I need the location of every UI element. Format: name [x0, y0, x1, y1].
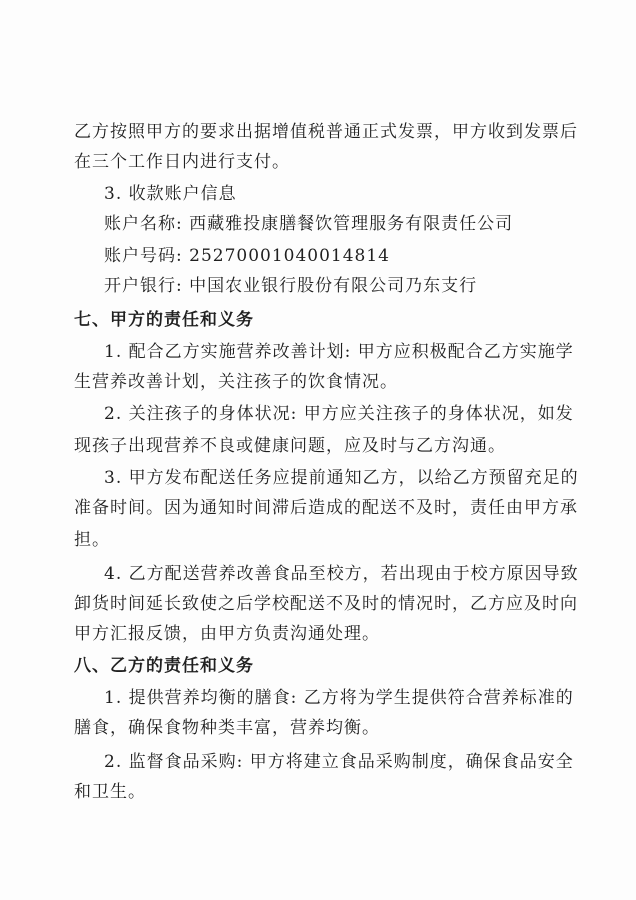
- account-section-title: 3. 收款账户信息: [104, 184, 237, 204]
- account-name: 账户名称: 西藏雅投康膳餐饮管理服务有限责任公司: [104, 214, 514, 234]
- section-7-item-3-line-1: 3. 甲方发布配送任务应提前通知乙方，以给乙方预留充足的: [104, 468, 579, 488]
- section-7-item-4-line-1: 4. 乙方配送营养改善食品至校方，若出现由于校方原因导致: [104, 564, 579, 584]
- section-7-item-1-line-2: 生营养改善计划，关注孩子的饮食情况。: [74, 372, 398, 392]
- section-8-item-1-line-2: 膳食，确保食物种类丰富，营养均衡。: [74, 718, 380, 738]
- section-7-item-2-line-2: 现孩子出现营养不良或健康问题，应及时与乙方沟通。: [74, 436, 506, 456]
- bank-name: 开户银行: 中国农业银行股份有限公司乃东支行: [104, 276, 478, 296]
- section-7-item-2-line-1: 2. 关注孩子的身体状况: 甲方应关注孩子的身体状况，如发: [104, 404, 574, 424]
- section-7-item-3-line-3: 担。: [74, 530, 110, 550]
- section-8-item-2-line-1: 2. 监督食品采购: 甲方将建立食品采购制度，确保食品安全: [104, 752, 574, 772]
- continuation-line-1: 乙方按照甲方的要求出据增值税普通正式发票，甲方收到发票后: [74, 122, 578, 142]
- account-number: 账户号码: 25270001040014814: [104, 246, 391, 266]
- section-8-heading: 八、乙方的责任和义务: [74, 656, 254, 676]
- section-7-item-4-line-2: 卸货时间延长致使之后学校配送不及时的情况时，乙方应及时向: [74, 594, 578, 614]
- section-8-item-1-line-1: 1. 提供营养均衡的膳食: 乙方将为学生提供符合营养标准的: [104, 688, 574, 708]
- section-8-item-2-line-2: 和卫生。: [74, 782, 146, 802]
- section-7-item-4-line-3: 甲方汇报反馈，由甲方负责沟通处理。: [74, 624, 380, 644]
- continuation-line-2: 在三个工作日内进行支付。: [74, 152, 290, 172]
- section-7-item-1-line-1: 1. 配合乙方实施营养改善计划: 甲方应积极配合乙方实施学: [104, 342, 574, 362]
- section-7-heading: 七、甲方的责任和义务: [74, 310, 254, 330]
- section-7-item-3-line-2: 准备时间。因为通知时间滞后造成的配送不及时，责任由甲方承: [74, 498, 578, 518]
